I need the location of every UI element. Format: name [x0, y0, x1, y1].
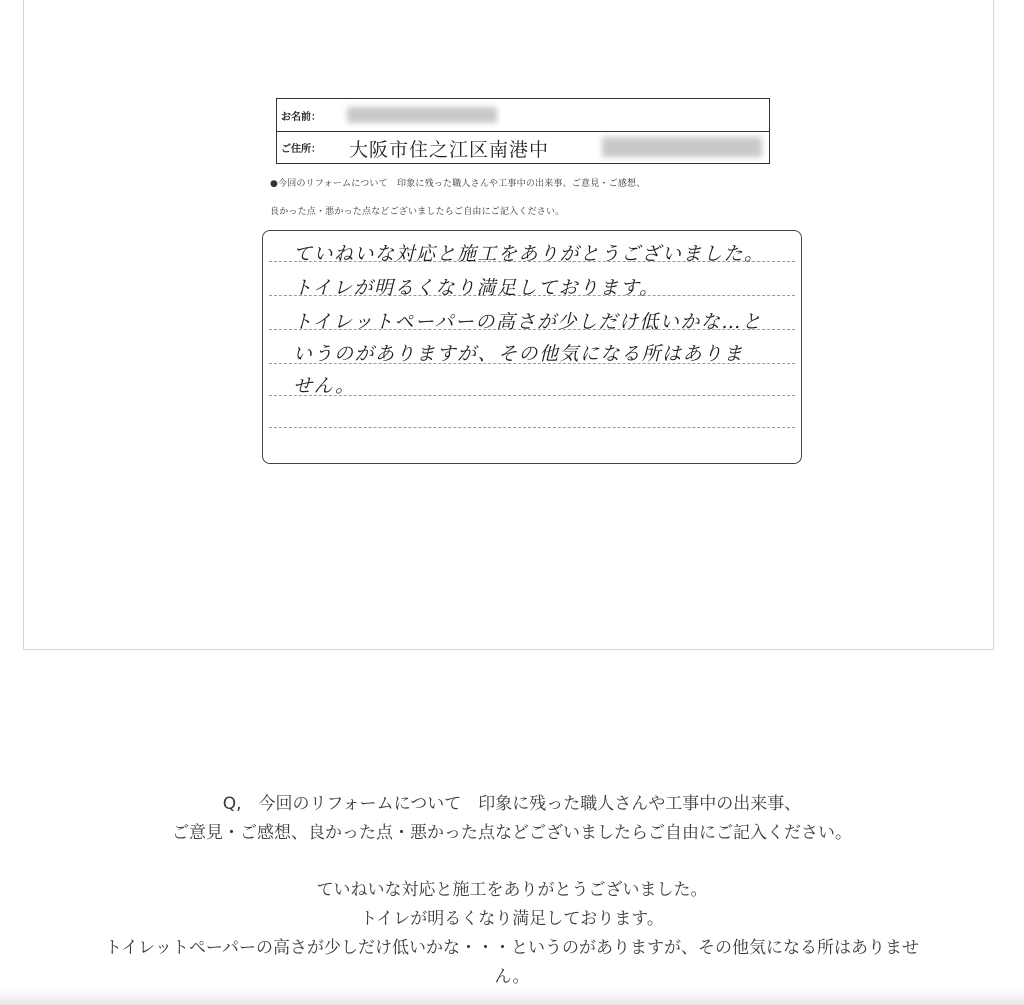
name-label: お名前： [281, 112, 321, 123]
name-row [277, 99, 769, 132]
customer-info-table [276, 98, 770, 164]
handwriting-line: いうのがありますが、その他気になる所はありま [293, 343, 745, 365]
handwriting-line: トイレが明るくなり満足しております。 [293, 277, 660, 299]
bottom-fade [0, 989, 1024, 1005]
question-line2: ご意見・ご感想、良かった点・悪かった点などございましたらご自由にご記入ください。 [172, 823, 852, 843]
name-redaction [347, 107, 497, 123]
address-redaction [602, 137, 762, 157]
handwritten-answer-box [262, 230, 802, 464]
scan-question-line1: ●今回のリフォームについて 印象に残った職人さんや工事中の出来事、ご意見・ご感想、 [270, 179, 646, 189]
handwriting-line: ていねいな対応と施工をありがとうございました。 [293, 243, 765, 265]
answer-line1: ていねいな対応と施工をありがとうございました。 [316, 880, 708, 900]
scan-question-line2: 良かった点・悪かった点などございましたらご自由にご記入ください。 [270, 207, 565, 217]
scanned-questionnaire [260, 94, 806, 484]
answer-text [0, 876, 1024, 992]
handwriting-line: トイレットペーパーの高さが少しだけ低いかな…と [293, 311, 763, 333]
question-text [0, 790, 1024, 848]
address-label: ご住所： [281, 144, 321, 155]
answer-line2: トイレが明るくなり満足しております。 [360, 909, 664, 929]
address-value: 大阪市住之江区南港中 [349, 139, 550, 161]
image-frame [23, 0, 994, 650]
answer-line3: トイレットペーパーの高さが少しだけ低いかな・・・というのがありますが、その他気になる所はありませ [104, 938, 920, 958]
answer-line4: ん。 [494, 967, 530, 987]
dashed-line [269, 427, 795, 428]
handwriting-line: せん。 [293, 375, 356, 397]
question-line1: Q, 今回のリフォームについて 印象に残った職人さんや工事中の出来事、 [222, 794, 802, 814]
address-row [277, 131, 769, 163]
